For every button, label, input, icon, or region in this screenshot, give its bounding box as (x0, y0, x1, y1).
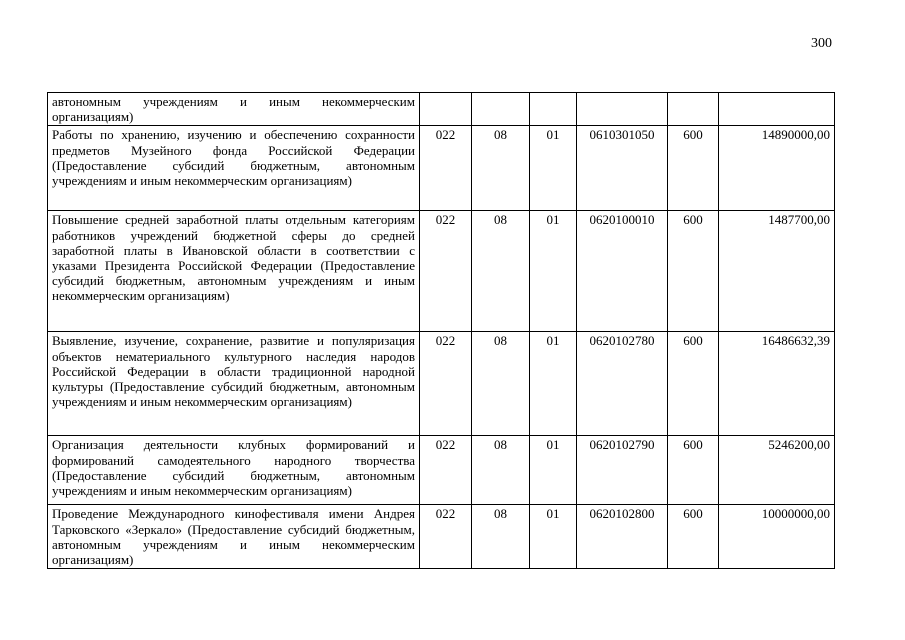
table-row (48, 332, 835, 436)
ministry-code-cell: 022 (420, 505, 472, 569)
table-row (48, 505, 835, 569)
subsection-code-cell (530, 93, 577, 126)
amount-cell: 10000000,00 (719, 505, 835, 569)
target-article-cell: 0620102780 (577, 332, 668, 436)
amount-cell (719, 93, 835, 126)
budget-table (47, 92, 835, 569)
section-code-cell: 08 (472, 332, 530, 436)
expense-type-cell: 600 (668, 505, 719, 569)
amount-cell: 14890000,00 (719, 126, 835, 211)
ministry-code-cell: 022 (420, 126, 472, 211)
target-article-cell: 0620102790 (577, 436, 668, 505)
section-code-cell: 08 (472, 505, 530, 569)
expense-type-cell: 600 (668, 332, 719, 436)
expense-type-cell (668, 93, 719, 126)
table-row (48, 436, 835, 505)
expense-name-cell: Организация деятельности клубных формирований и формирований самодеятельного народного творчества (Предоставление субсидий бюджетным, автономным учреждениям и иным некоммерческим организациям) (48, 436, 420, 505)
expense-name-cell: автономным учреждениям и иным некоммерческим организациям) (48, 93, 420, 126)
subsection-code-cell: 01 (530, 505, 577, 569)
amount-cell: 16486632,39 (719, 332, 835, 436)
section-code-cell: 08 (472, 436, 530, 505)
ministry-code-cell: 022 (420, 332, 472, 436)
table-row (48, 126, 835, 211)
ministry-code-cell (420, 93, 472, 126)
expense-type-cell: 600 (668, 211, 719, 332)
subsection-code-cell: 01 (530, 126, 577, 211)
page-number: 300 (811, 36, 832, 51)
target-article-cell: 0610301050 (577, 126, 668, 211)
target-article-cell: 0620100010 (577, 211, 668, 332)
section-code-cell: 08 (472, 126, 530, 211)
amount-cell: 5246200,00 (719, 436, 835, 505)
expense-name-cell: Повышение средней заработной платы отдельным категориям работников учреждений бюджетной сферы до средней заработной платы в Ивановской области в соответствии с указами Президента Российской Федерации (Предоставление субсидий бюджетным, автономным учреждениям и иным некоммерческим организациям) (48, 211, 420, 332)
amount-cell: 1487700,00 (719, 211, 835, 332)
expense-name-cell: Работы по хранению, изучению и обеспечению сохранности предметов Музейного фонда Российской Федерации (Предоставление субсидий бюджетным, автономным учреждениям и иным некоммерческим организациям) (48, 126, 420, 211)
subsection-code-cell: 01 (530, 211, 577, 332)
subsection-code-cell: 01 (530, 436, 577, 505)
expense-name-cell: Проведение Международного кинофестиваля имени Андрея Тарковского «Зеркало» (Предоставление субсидий бюджетным, автономным учреждениям и иным некоммерческим организациям) (48, 505, 420, 569)
expense-type-cell: 600 (668, 436, 719, 505)
subsection-code-cell: 01 (530, 332, 577, 436)
ministry-code-cell: 022 (420, 211, 472, 332)
expense-type-cell: 600 (668, 126, 719, 211)
expense-name-cell: Выявление, изучение, сохранение, развитие и популяризация объектов нематериального культурного наследия народов Российской Федерации в области традиционной народной культуры (Предоставление субсидий бюджетным, автономным учреждениям и иным некоммерческим организациям) (48, 332, 420, 436)
target-article-cell: 0620102800 (577, 505, 668, 569)
section-code-cell (472, 93, 530, 126)
section-code-cell: 08 (472, 211, 530, 332)
table-row (48, 93, 835, 126)
ministry-code-cell: 022 (420, 436, 472, 505)
target-article-cell (577, 93, 668, 126)
table-row (48, 211, 835, 332)
